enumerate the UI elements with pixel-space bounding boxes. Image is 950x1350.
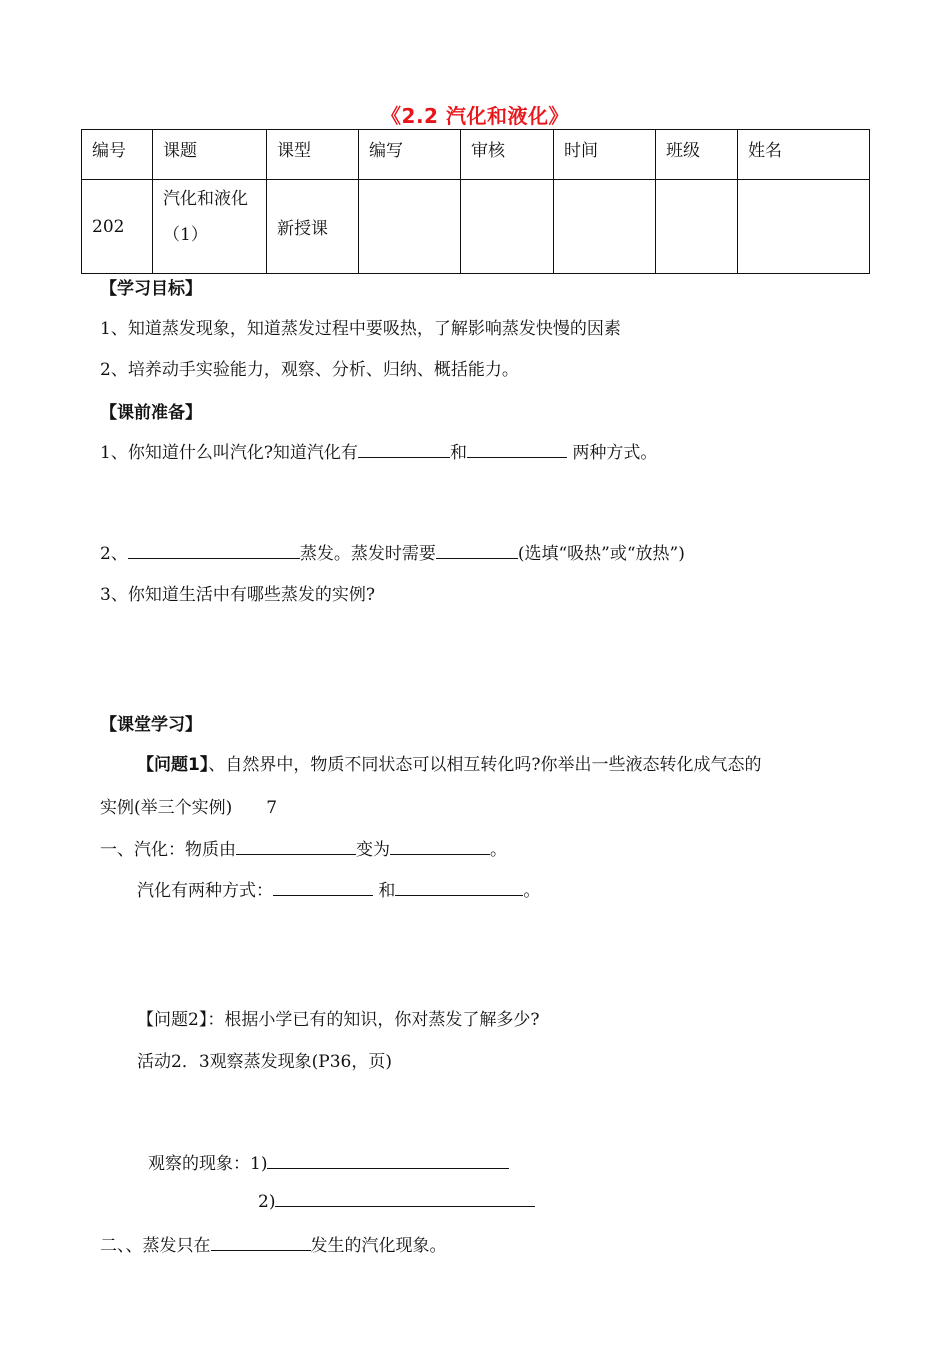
section-classroom: 【课堂学习】 <box>100 715 202 735</box>
problem-1-text: 、自然界中，物质不同状态可以相互转化吗?你举出一些液态转化成气态的 <box>208 755 762 775</box>
evap-tail: 发生的汽化现象。 <box>310 1236 447 1256</box>
answer-blank[interactable] <box>390 838 490 855</box>
page-title: 《2.2 汽化和液化》 <box>381 104 569 128</box>
answer-blank[interactable] <box>395 879 523 896</box>
header-cell: 姓名 <box>738 130 870 180</box>
header-cell: 时间 <box>554 130 656 180</box>
problem-2 <box>137 1005 539 1030</box>
obs-2-label: 2) <box>258 1192 276 1212</box>
prep-question-1 <box>100 438 657 463</box>
answer-blank[interactable] <box>467 441 567 458</box>
table-row <box>82 180 870 274</box>
evaporation-definition <box>100 1231 447 1256</box>
class-cell[interactable] <box>656 180 738 274</box>
writer-cell[interactable] <box>359 180 461 274</box>
prep-q2-tail: (选填“吸热”或“放热”) <box>517 544 685 564</box>
vap-to: 变为 <box>356 840 390 860</box>
vaporization-definition <box>100 835 507 860</box>
ways-text: 汽化有两种方式： <box>137 881 273 901</box>
answer-blank[interactable] <box>358 441 450 458</box>
vap-end: 。 <box>490 840 507 860</box>
observation-1 <box>148 1149 509 1174</box>
section-goals: 【学习目标】 <box>100 279 202 299</box>
answer-blank[interactable] <box>273 879 373 896</box>
code-cell: 202 <box>82 180 153 274</box>
header-cell: 班级 <box>656 130 738 180</box>
prep-q2-num: 2、 <box>100 544 128 564</box>
prep-q2-text: 蒸发。蒸发时需要 <box>299 544 436 564</box>
observation-2 <box>258 1190 535 1212</box>
answer-blank[interactable] <box>267 1152 509 1169</box>
obs-1-label: 观察的现象：1) <box>148 1154 268 1174</box>
reviewer-cell[interactable] <box>461 180 554 274</box>
answer-blank[interactable] <box>128 542 300 559</box>
header-cell: 课题 <box>153 130 267 180</box>
topic-cell <box>153 180 267 274</box>
activity-line: 活动2．3观察蒸发现象(P36，页) <box>137 1052 392 1072</box>
prep-question-3: 3、你知道生活中有哪些蒸发的实例? <box>100 585 375 605</box>
header-cell: 审核 <box>461 130 554 180</box>
problem-1-cont: 实例(举三个实例) 7 <box>100 798 278 818</box>
prep-q1-and: 和 <box>449 443 467 463</box>
answer-blank[interactable] <box>211 1234 311 1251</box>
topic-line-1: 汽化和液化 <box>163 189 248 209</box>
name-cell[interactable] <box>738 180 870 274</box>
header-cell: 课型 <box>267 130 359 180</box>
section-prep: 【课前准备】 <box>100 403 202 423</box>
header-cell: 编写 <box>359 130 461 180</box>
ways-end: 。 <box>523 881 541 901</box>
problem-1 <box>137 750 761 775</box>
prep-q1-tail: 两种方式。 <box>566 443 658 463</box>
evap-text: 二、、蒸发只在 <box>100 1236 211 1256</box>
type-cell: 新授课 <box>267 180 359 274</box>
table-header-row <box>82 130 870 180</box>
time-cell[interactable] <box>554 180 656 274</box>
topic-line-2: （1） <box>163 225 208 245</box>
goal-item-2: 2、培养动手实验能力，观察、分析、归纳、概括能力。 <box>100 360 519 380</box>
vaporization-ways <box>137 876 540 901</box>
problem-1-tag: 【问题1】 <box>137 755 209 775</box>
ways-and: 和 <box>373 881 396 901</box>
prep-q1-text: 1、你知道什么叫汽化?知道汽化有 <box>100 443 358 463</box>
answer-blank[interactable] <box>275 1190 535 1207</box>
lesson-info-table <box>81 129 870 274</box>
vap-text: 一、汽化：物质由 <box>100 840 236 860</box>
prep-question-2 <box>100 539 685 564</box>
problem-2-text: ：根据小学已有的知识，你对蒸发了解多少? <box>207 1010 540 1030</box>
header-cell: 编号 <box>82 130 153 180</box>
answer-blank[interactable] <box>236 838 356 855</box>
goal-item-1: 1、知道蒸发现象，知道蒸发过程中要吸热，了解影响蒸发快慢的因素 <box>100 319 621 339</box>
answer-blank[interactable] <box>436 542 518 559</box>
problem-2-tag: 【问题2】 <box>137 1010 208 1030</box>
